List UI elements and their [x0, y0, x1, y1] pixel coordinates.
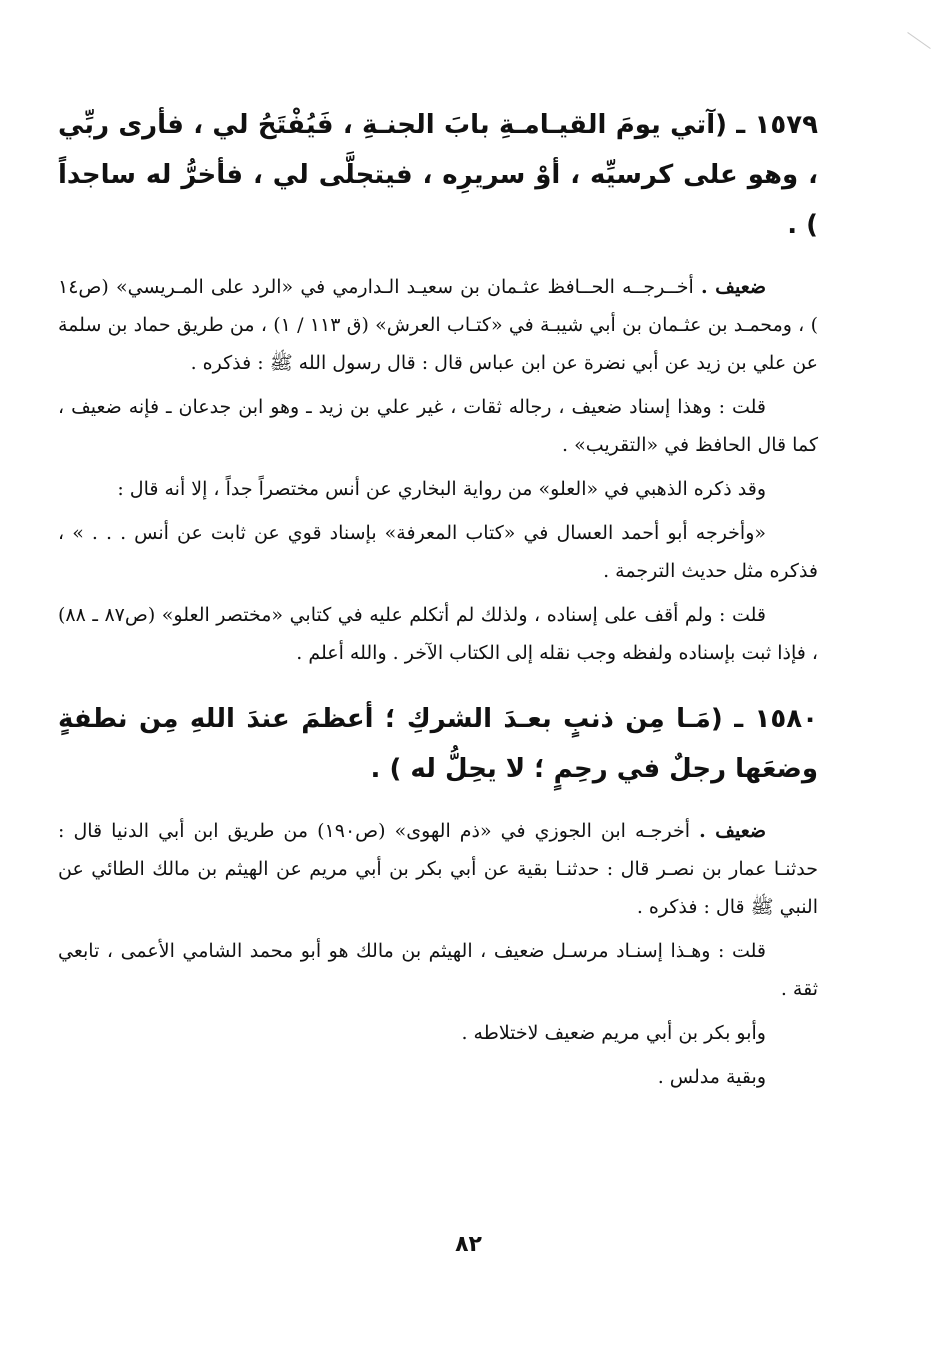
grading-label: ضعيف . — [700, 276, 766, 298]
comment-paragraph-6: وبقية مدلس . — [657, 1066, 766, 1088]
page-number: ٨٢ — [455, 1232, 482, 1257]
hadith-1580: ١٥٨٠ ـ (مَـا مِن ذنبٍ بعـدَ الشركِ ؛ أعظمَ عندَ اللهِ مِن نطفةٍ وضعَها رجلٌ في رحِمٍ ؛ لا يحِلُّ له ) . — [58, 704, 818, 784]
comment-paragraph-3: قلت : ولم أقف على إسناده ، ولذلك لم أتكلم عليه في كتابي «مختصر العلو» (ص٨٧ ـ ٨٨) ، فإذا ثبت بإسناده ولفظه وجب نقله إلى الكتاب الآخر . والله أعلم . — [58, 604, 818, 664]
grading-text: أخرجـه ابن الجوزي في «ذم الهوى» (ص١٩٠) من طريق ابن أبي الدنيا قال : حدثنـا عمار بن نصـر قال : حدثنـا بقية عن أبي بكر بن أبي مريم عن الهيثم بن مالك الطائي عن النبي ﷺ قال : فذكره . — [58, 820, 818, 918]
quote-paragraph: «وأخرجه أبو أحمد العسال في «كتاب المعرفة» بإسناد قوي عن ثابت عن أنس . . . » ، فذكره مثل حديث الترجمة . — [58, 522, 818, 582]
comment-paragraph-1: قلت : وهذا إسناد ضعيف ، رجاله ثقات ، غير علي بن زيد ـ وهو ابن جدعان ـ فإنه ضعيف ، كما قال الحافظ في «التقريب» . — [58, 396, 818, 456]
grading-paragraph-1580 — [58, 812, 818, 926]
comment-paragraph-5: وأبو بكر بن أبي مريم ضعيف لاختلاطه . — [461, 1022, 766, 1044]
hadith-1579: ١٥٧٩ ـ (آتي يومَ القيـامـةِ بابَ الجنـةِ ، فَيُفْتَحُ لي ، فأرى ربِّي ، وهو على كرسيِّه ، أوْ سريرِه ، فيتجلَّى لي ، فأخرُّ له ساجداً ) . — [58, 110, 818, 240]
comment-paragraph-4: قلت : وهـذا إسنـاد مرسـل ضعيف ، الهيثم بن مالك هو أبو محمد الشامي الأعمى ، تابعي ثقة . — [58, 940, 818, 1000]
grading-label: ضعيف . — [699, 820, 767, 842]
page-body — [58, 100, 818, 1330]
comment-paragraph-2: وقد ذكره الذهبي في «العلو» من رواية البخاري عن أنس مختصراً جداً ، إلا أنه قال : — [117, 478, 766, 500]
grading-text: أخــرجــه الحــافظ عثـمان بن سعيـد الـدارمي في «الرد على المـريسي» (ص١٤ ) ، ومحمـد بن عثـمان بن أبي شيبـة في «كتـاب العرش» (ق ١١٣ / ١) ، من طريق حماد بن سلمة عن علي بن زيد عن أبي نضرة عن ابن عباس قال : قال رسول الله ﷺ : فذكره . — [58, 276, 818, 374]
grading-paragraph-1579 — [58, 268, 818, 382]
corner-mark — [907, 32, 931, 49]
